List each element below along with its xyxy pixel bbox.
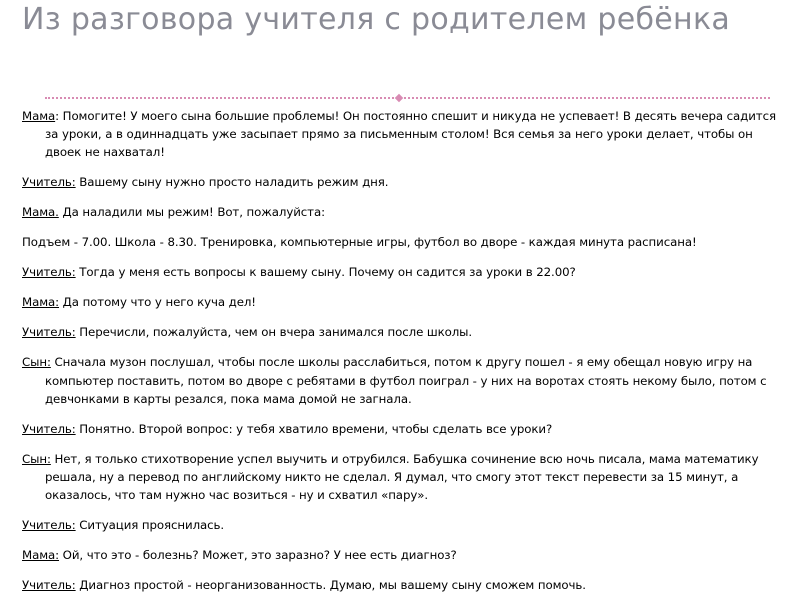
- speaker-label: Сын:: [22, 451, 51, 466]
- dialogue-line: [0, 353, 786, 408]
- dialogue-line: [0, 546, 786, 564]
- speaker-label: Учитель:: [22, 578, 76, 593]
- dialogue-body: [0, 107, 786, 599]
- dialogue-line: [0, 576, 786, 594]
- dialogue-line: [0, 450, 786, 505]
- line-text: Сначала музон послушал, чтобы после школы расслабиться, потом к другу пошел - я ему обещал новую игру на компьютер поставить, потом во дворе с ребятами в футбол поиграл - у них на воротах стоять некому было, потом с девчонками в карты резался, пока мама домой не загнала.: [45, 355, 767, 406]
- dialogue-line: [0, 107, 786, 162]
- line-text: Подъем - 7.00. Школа - 8.30. Тренировка, компьютерные игры, футбол во дворе - каждая минута расписана!: [22, 235, 697, 250]
- speaker-label: Учитель:: [22, 421, 76, 436]
- line-text: Вашему сыну нужно просто наладить режим дня.: [79, 175, 389, 190]
- dialogue-line: [0, 516, 786, 534]
- line-text: Перечисли, пожалуйста, чем он вчера занимался после школы.: [79, 325, 473, 340]
- line-text: Диагноз простой - неорганизованность. Думаю, мы вашему сыну сможем помочь.: [79, 578, 586, 593]
- line-text: Ой, что это - болезнь? Может, это заразно? У нее есть диагноз?: [62, 548, 457, 563]
- dialogue-line: [0, 173, 786, 191]
- speaker-label: Мама: [22, 109, 56, 123]
- line-text: Понятно. Второй вопрос: у тебя хватило времени, чтобы сделать все уроки?: [79, 421, 553, 436]
- line-text: Помогите! У моего сына большие проблемы! Он постоянно спешит и никуда не успевает! В десять вечера садится за уроки, а в одиннадцать уже засыпает прямо за письменным столом! Вся семья за него уроки делает, чтобы он двоек не нахватал!: [45, 109, 776, 160]
- speaker-label: Мама:: [22, 295, 60, 310]
- dialogue-line: [0, 420, 786, 438]
- speaker-label: Учитель:: [22, 265, 76, 280]
- dialogue-line: [0, 263, 786, 281]
- line-text: Ситуация прояснилась.: [79, 518, 225, 533]
- speaker-separator: :: [55, 109, 63, 123]
- speaker-label: Мама.: [22, 205, 59, 220]
- dialogue-line: [0, 233, 786, 251]
- speaker-label: Мама:: [22, 548, 60, 563]
- divider-diamond-icon: [395, 94, 403, 102]
- speaker-label: Сын:: [22, 355, 51, 370]
- title-divider: [45, 97, 770, 99]
- line-text: Да потому что у него куча дел!: [62, 295, 256, 310]
- line-text: Тогда у меня есть вопросы к вашему сыну. Почему он садится за уроки в 22.00?: [79, 265, 576, 280]
- speaker-label: Учитель:: [22, 325, 76, 340]
- line-text: Да наладили мы режим! Вот, пожалуйста:: [62, 205, 325, 220]
- dialogue-line: [0, 293, 786, 311]
- speaker-label: Учитель:: [22, 518, 76, 533]
- speaker-label: Учитель:: [22, 175, 76, 190]
- line-text: Нет, я только стихотворение успел выучить и отрубился. Бабушка сочинение всю ночь писала, мама математику решала, ну а перевод по английскому никто не сделал. Я думал, что смогу этот текст перевести за 15 минут, а оказалось, что там нужно час возиться - ну и схватил «пару».: [45, 451, 759, 503]
- slide-title: Из разговора учителя с родителем ребёнка: [22, 2, 731, 37]
- dialogue-line: [0, 203, 786, 221]
- dialogue-line: [0, 323, 786, 341]
